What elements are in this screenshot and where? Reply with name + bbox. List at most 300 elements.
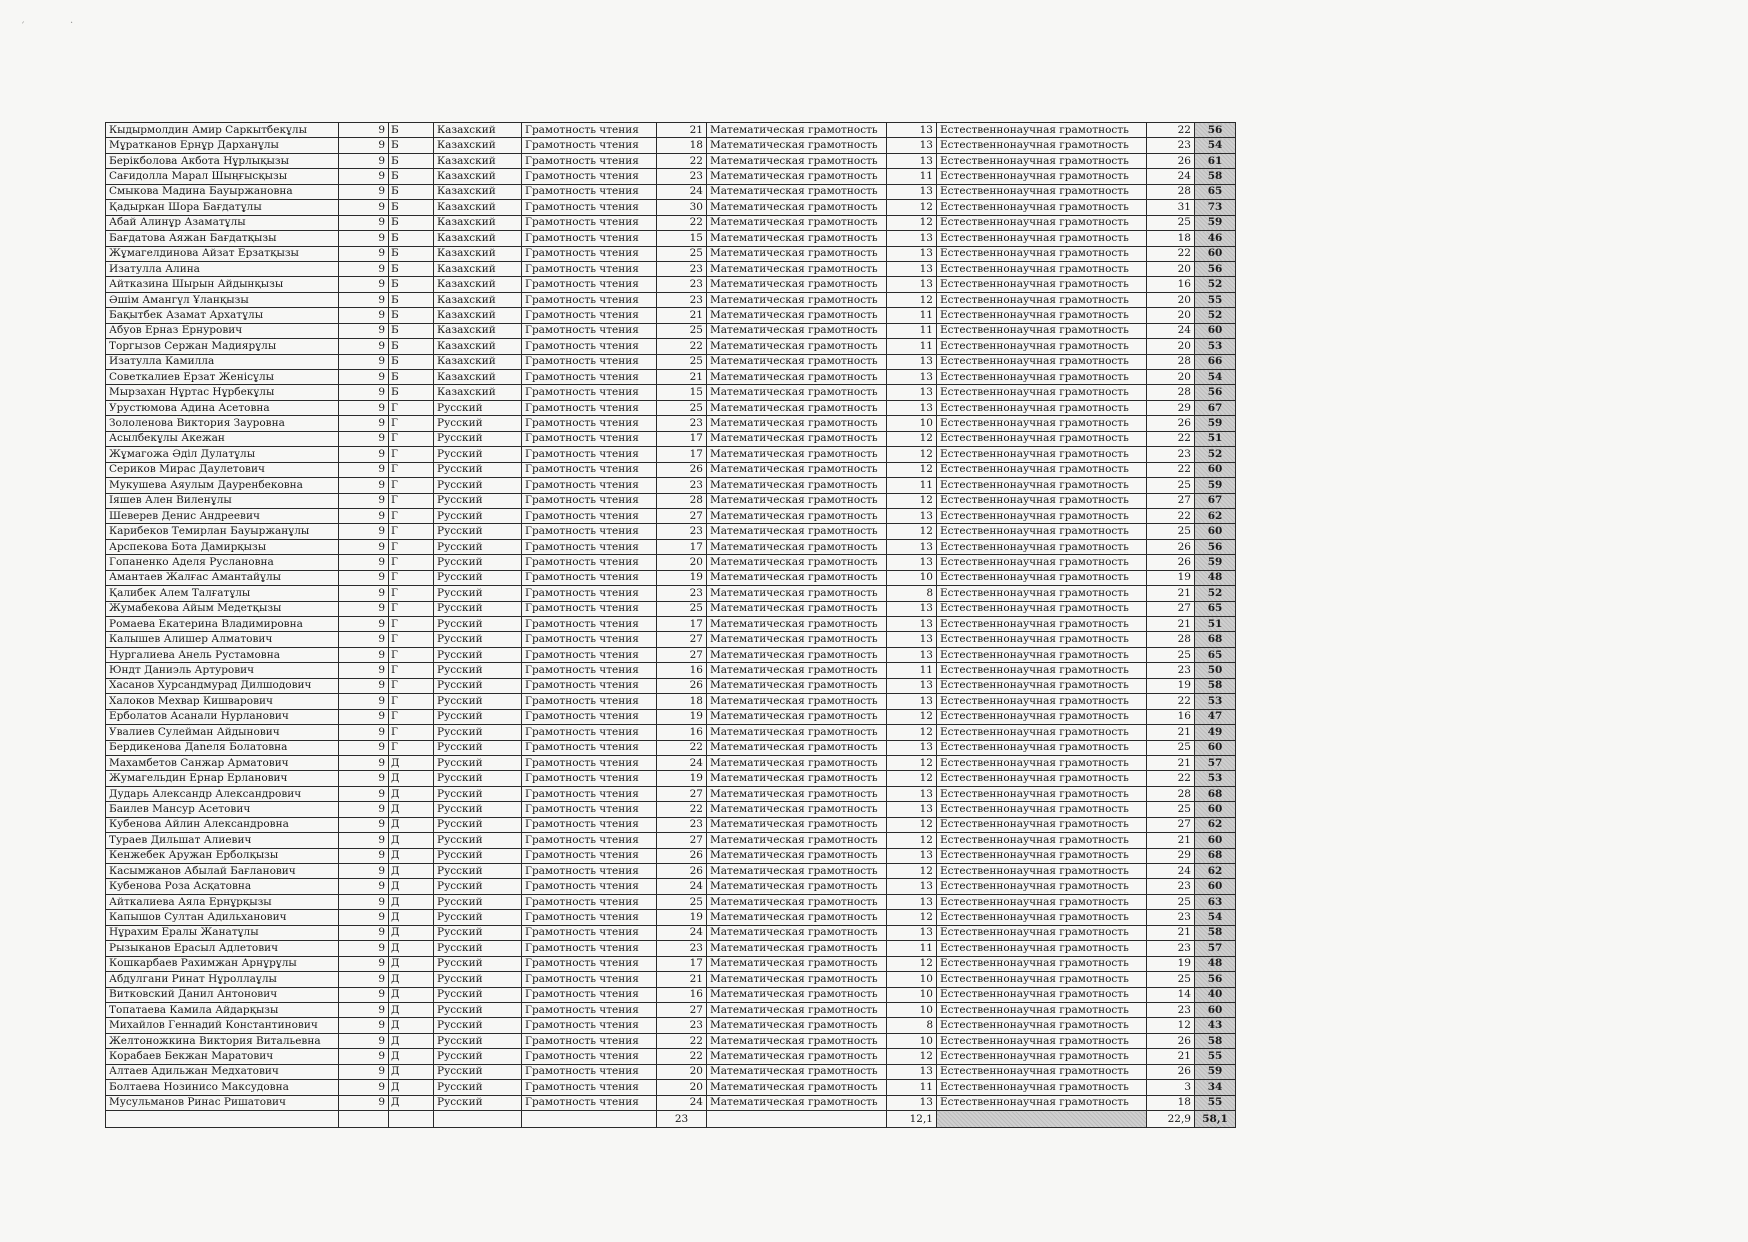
score-math: 12	[887, 864, 937, 879]
table-row	[106, 586, 1236, 601]
subject-math: Математическая грамотность	[707, 339, 887, 354]
score-reading: 25	[657, 400, 707, 415]
student-name: Халоков Мехвар Кишварович	[106, 694, 339, 709]
table-row	[106, 833, 1236, 848]
subject-math: Математическая грамотность	[707, 462, 887, 477]
student-name: Бағдатова Аяжан Бағдатқызы	[106, 231, 339, 246]
language: Русский	[434, 879, 522, 894]
total-score: 59	[1195, 215, 1236, 230]
table-row	[106, 292, 1236, 307]
subject-math: Математическая грамотность	[707, 1064, 887, 1079]
subject-science: Естественнонаучная грамотность	[937, 555, 1147, 570]
subject-science: Естественнонаучная грамотность	[937, 153, 1147, 168]
grade: 9	[339, 277, 389, 292]
subject-science: Естественнонаучная грамотность	[937, 1049, 1147, 1064]
language: Русский	[434, 894, 522, 909]
score-reading: 22	[657, 802, 707, 817]
score-science: 23	[1147, 447, 1195, 462]
total-score: 60	[1195, 524, 1236, 539]
language: Русский	[434, 833, 522, 848]
score-math: 11	[887, 1080, 937, 1095]
language: Русский	[434, 647, 522, 662]
score-math: 12	[887, 1049, 937, 1064]
language: Русский	[434, 972, 522, 987]
grade: 9	[339, 601, 389, 616]
subject-science: Естественнонаучная грамотность	[937, 802, 1147, 817]
language: Казахский	[434, 354, 522, 369]
language: Русский	[434, 617, 522, 632]
student-name: Арспекова Бота Дамирқызы	[106, 539, 339, 554]
grade: 9	[339, 910, 389, 925]
language: Русский	[434, 786, 522, 801]
grade: 9	[339, 153, 389, 168]
score-math: 12	[887, 447, 937, 462]
grade: 9	[339, 246, 389, 261]
score-math: 13	[887, 354, 937, 369]
subject-math: Математическая грамотность	[707, 694, 887, 709]
score-science: 22	[1147, 431, 1195, 446]
student-name: Кубенова Роза Асқатовна	[106, 879, 339, 894]
grade: 9	[339, 1095, 389, 1110]
score-math: 12	[887, 493, 937, 508]
subject-science: Естественнонаучная грамотность	[937, 123, 1147, 138]
class-letter: Д	[389, 956, 434, 971]
table-row	[106, 493, 1236, 508]
language: Русский	[434, 447, 522, 462]
language: Русский	[434, 570, 522, 585]
score-math: 13	[887, 184, 937, 199]
subject-science: Естественнонаучная грамотность	[937, 1002, 1147, 1017]
grade: 9	[339, 354, 389, 369]
table-row	[106, 400, 1236, 415]
score-reading: 21	[657, 308, 707, 323]
score-reading: 25	[657, 894, 707, 909]
subject-science: Естественнонаучная грамотность	[937, 647, 1147, 662]
score-math: 13	[887, 400, 937, 415]
summary-empty	[707, 1111, 887, 1128]
subject-reading: Грамотность чтения	[522, 184, 657, 199]
language: Казахский	[434, 153, 522, 168]
subject-reading: Грамотность чтения	[522, 956, 657, 971]
grade: 9	[339, 802, 389, 817]
total-score: 43	[1195, 1018, 1236, 1033]
subject-reading: Грамотность чтения	[522, 292, 657, 307]
grade: 9	[339, 508, 389, 523]
table-row	[106, 215, 1236, 230]
table-row	[106, 956, 1236, 971]
score-reading: 25	[657, 354, 707, 369]
subject-reading: Грамотность чтения	[522, 1033, 657, 1048]
language: Русский	[434, 709, 522, 724]
subject-reading: Грамотность чтения	[522, 261, 657, 276]
subject-reading: Грамотность чтения	[522, 740, 657, 755]
score-math: 11	[887, 308, 937, 323]
subject-reading: Грамотность чтения	[522, 586, 657, 601]
score-reading: 26	[657, 848, 707, 863]
avg-math: 12,1	[887, 1111, 937, 1128]
score-reading: 27	[657, 647, 707, 662]
subject-math: Математическая грамотность	[707, 246, 887, 261]
class-letter: Д	[389, 879, 434, 894]
subject-math: Математическая грамотность	[707, 725, 887, 740]
total-score: 59	[1195, 416, 1236, 431]
class-letter: Б	[389, 308, 434, 323]
score-math: 13	[887, 601, 937, 616]
score-science: 25	[1147, 478, 1195, 493]
class-letter: Б	[389, 123, 434, 138]
table-row	[106, 601, 1236, 616]
subject-science: Естественнонаучная грамотность	[937, 1080, 1147, 1095]
subject-reading: Грамотность чтения	[522, 354, 657, 369]
table-row	[106, 385, 1236, 400]
subject-reading: Грамотность чтения	[522, 879, 657, 894]
language: Русский	[434, 802, 522, 817]
subject-science: Естественнонаучная грамотность	[937, 370, 1147, 385]
grade: 9	[339, 678, 389, 693]
table-row	[106, 1049, 1236, 1064]
summary-empty	[522, 1111, 657, 1128]
subject-math: Математическая грамотность	[707, 200, 887, 215]
score-science: 22	[1147, 123, 1195, 138]
table-row	[106, 508, 1236, 523]
class-letter: Д	[389, 802, 434, 817]
total-score: 62	[1195, 817, 1236, 832]
score-reading: 24	[657, 879, 707, 894]
total-score: 56	[1195, 385, 1236, 400]
score-reading: 20	[657, 1064, 707, 1079]
student-name: Смыкова Мадина Бауыржановна	[106, 184, 339, 199]
score-math: 10	[887, 570, 937, 585]
table-row	[106, 354, 1236, 369]
score-science: 28	[1147, 385, 1195, 400]
subject-reading: Грамотность чтения	[522, 1080, 657, 1095]
grade: 9	[339, 493, 389, 508]
subject-reading: Грамотность чтения	[522, 817, 657, 832]
table-row	[106, 647, 1236, 662]
subject-science: Естественнонаучная грамотность	[937, 416, 1147, 431]
student-name: Махамбетов Санжар Арматович	[106, 755, 339, 770]
score-science: 28	[1147, 354, 1195, 369]
score-reading: 27	[657, 508, 707, 523]
table-row	[106, 663, 1236, 678]
subject-math: Математическая грамотность	[707, 292, 887, 307]
language: Русский	[434, 740, 522, 755]
subject-reading: Грамотность чтения	[522, 570, 657, 585]
total-score: 53	[1195, 694, 1236, 709]
subject-science: Естественнонаучная грамотность	[937, 894, 1147, 909]
table-row	[106, 1033, 1236, 1048]
score-science: 21	[1147, 725, 1195, 740]
student-name: Хасанов Хурсандмурад Дилшодович	[106, 678, 339, 693]
score-reading: 22	[657, 740, 707, 755]
class-letter: Д	[389, 1002, 434, 1017]
subject-math: Математическая грамотность	[707, 956, 887, 971]
subject-reading: Грамотность чтения	[522, 802, 657, 817]
subject-science: Естественнонаучная грамотность	[937, 910, 1147, 925]
grade: 9	[339, 1049, 389, 1064]
score-math: 10	[887, 1002, 937, 1017]
table-row	[106, 339, 1236, 354]
total-score: 62	[1195, 508, 1236, 523]
subject-math: Математическая грамотность	[707, 354, 887, 369]
score-science: 25	[1147, 647, 1195, 662]
score-science: 26	[1147, 153, 1195, 168]
table-row	[106, 416, 1236, 431]
grade: 9	[339, 1080, 389, 1095]
score-science: 21	[1147, 833, 1195, 848]
grade: 9	[339, 755, 389, 770]
score-reading: 22	[657, 1049, 707, 1064]
total-score: 59	[1195, 478, 1236, 493]
language: Казахский	[434, 138, 522, 153]
language: Казахский	[434, 385, 522, 400]
subject-math: Математическая грамотность	[707, 153, 887, 168]
score-science: 27	[1147, 817, 1195, 832]
class-letter: Б	[389, 339, 434, 354]
class-letter: Б	[389, 385, 434, 400]
student-name: Берікболова Акбота Нұрлықызы	[106, 153, 339, 168]
grade: 9	[339, 231, 389, 246]
score-math: 10	[887, 987, 937, 1002]
subject-math: Математическая грамотность	[707, 1095, 887, 1110]
total-score: 57	[1195, 755, 1236, 770]
subject-reading: Грамотность чтения	[522, 987, 657, 1002]
class-letter: Г	[389, 539, 434, 554]
score-math: 12	[887, 833, 937, 848]
student-name: Ромаева Екатерина Владимировна	[106, 617, 339, 632]
table-row	[106, 555, 1236, 570]
table-row	[106, 941, 1236, 956]
subject-reading: Грамотность чтения	[522, 786, 657, 801]
subject-science: Естественнонаучная грамотность	[937, 663, 1147, 678]
score-science: 31	[1147, 200, 1195, 215]
score-science: 25	[1147, 524, 1195, 539]
score-math: 12	[887, 771, 937, 786]
total-score: 56	[1195, 261, 1236, 276]
subject-science: Естественнонаучная грамотность	[937, 817, 1147, 832]
total-score: 50	[1195, 663, 1236, 678]
table-row	[106, 786, 1236, 801]
score-math: 13	[887, 678, 937, 693]
class-letter: Д	[389, 848, 434, 863]
language: Русский	[434, 987, 522, 1002]
grade: 9	[339, 570, 389, 585]
score-reading: 17	[657, 617, 707, 632]
grade: 9	[339, 184, 389, 199]
subject-reading: Грамотность чтения	[522, 678, 657, 693]
total-score: 55	[1195, 1049, 1236, 1064]
score-math: 12	[887, 462, 937, 477]
subject-math: Математическая грамотность	[707, 925, 887, 940]
score-science: 3	[1147, 1080, 1195, 1095]
subject-reading: Грамотность чтения	[522, 385, 657, 400]
language: Казахский	[434, 370, 522, 385]
score-science: 24	[1147, 169, 1195, 184]
class-letter: Б	[389, 277, 434, 292]
subject-science: Естественнонаучная грамотность	[937, 709, 1147, 724]
score-reading: 24	[657, 1095, 707, 1110]
subject-math: Математическая грамотность	[707, 1033, 887, 1048]
grade: 9	[339, 894, 389, 909]
score-reading: 23	[657, 941, 707, 956]
total-score: 60	[1195, 802, 1236, 817]
table-row	[106, 725, 1236, 740]
grade: 9	[339, 539, 389, 554]
student-name: Калышев Алишер Алматович	[106, 632, 339, 647]
subject-reading: Грамотность чтения	[522, 709, 657, 724]
score-reading: 16	[657, 987, 707, 1002]
subject-science: Естественнонаучная грамотность	[937, 1095, 1147, 1110]
score-reading: 19	[657, 570, 707, 585]
score-reading: 21	[657, 123, 707, 138]
subject-math: Математическая грамотность	[707, 941, 887, 956]
score-math: 12	[887, 431, 937, 446]
subject-science: Естественнонаучная грамотность	[937, 755, 1147, 770]
student-name: Мұратканов Ернұр Дарханұлы	[106, 138, 339, 153]
total-score: 58	[1195, 678, 1236, 693]
student-name: Топатаева Камила Айдарқызы	[106, 1002, 339, 1017]
score-reading: 16	[657, 663, 707, 678]
score-math: 11	[887, 323, 937, 338]
subject-math: Математическая грамотность	[707, 879, 887, 894]
student-name: Касымжанов Абылай Бағланович	[106, 864, 339, 879]
summary-empty	[937, 1111, 1147, 1128]
student-name: Нургалиева Анель Рустамовна	[106, 647, 339, 662]
score-math: 13	[887, 508, 937, 523]
language: Русский	[434, 1033, 522, 1048]
score-reading: 27	[657, 632, 707, 647]
subject-reading: Грамотность чтения	[522, 894, 657, 909]
subject-science: Естественнонаучная грамотность	[937, 323, 1147, 338]
score-science: 18	[1147, 231, 1195, 246]
score-math: 13	[887, 848, 937, 863]
total-score: 60	[1195, 1002, 1236, 1017]
class-letter: Г	[389, 462, 434, 477]
class-letter: Б	[389, 292, 434, 307]
language: Русский	[434, 1080, 522, 1095]
score-math: 12	[887, 817, 937, 832]
total-score: 65	[1195, 184, 1236, 199]
total-score: 60	[1195, 462, 1236, 477]
subject-math: Математическая грамотность	[707, 416, 887, 431]
table-row	[106, 755, 1236, 770]
student-name: Алтаев Адильжан Медхатович	[106, 1064, 339, 1079]
score-math: 13	[887, 539, 937, 554]
language: Русский	[434, 848, 522, 863]
subject-reading: Грамотность чтения	[522, 323, 657, 338]
score-science: 25	[1147, 740, 1195, 755]
student-name: Мукушева Аяулым Дауренбековна	[106, 478, 339, 493]
total-score: 56	[1195, 972, 1236, 987]
total-score: 49	[1195, 725, 1236, 740]
table-row	[106, 617, 1236, 632]
score-science: 21	[1147, 617, 1195, 632]
score-science: 22	[1147, 771, 1195, 786]
language: Русский	[434, 1095, 522, 1110]
class-letter: Д	[389, 894, 434, 909]
score-math: 13	[887, 370, 937, 385]
score-science: 16	[1147, 709, 1195, 724]
student-name: Мырзахан Нұртас Нұрбекұлы	[106, 385, 339, 400]
score-science: 12	[1147, 1018, 1195, 1033]
score-math: 13	[887, 694, 937, 709]
subject-science: Естественнонаучная грамотность	[937, 786, 1147, 801]
grade: 9	[339, 987, 389, 1002]
score-math: 12	[887, 292, 937, 307]
total-score: 65	[1195, 647, 1236, 662]
class-letter: Д	[389, 1049, 434, 1064]
table-row	[106, 153, 1236, 168]
subject-science: Естественнонаучная грамотность	[937, 385, 1147, 400]
subject-reading: Грамотность чтения	[522, 508, 657, 523]
subject-math: Математическая грамотность	[707, 586, 887, 601]
score-science: 27	[1147, 601, 1195, 616]
class-letter: Б	[389, 215, 434, 230]
subject-math: Математическая грамотность	[707, 231, 887, 246]
total-score: 67	[1195, 400, 1236, 415]
score-math: 12	[887, 725, 937, 740]
grade: 9	[339, 215, 389, 230]
class-letter: Д	[389, 864, 434, 879]
subject-reading: Грамотность чтения	[522, 725, 657, 740]
total-score: 53	[1195, 339, 1236, 354]
subject-science: Естественнонаучная грамотность	[937, 1033, 1147, 1048]
student-name: Жұмагелдинова Айзат Ерзатқызы	[106, 246, 339, 261]
table-row	[106, 524, 1236, 539]
student-name: Асылбекұлы Акежан	[106, 431, 339, 446]
grade: 9	[339, 694, 389, 709]
subject-math: Математическая грамотность	[707, 632, 887, 647]
table-row	[106, 261, 1236, 276]
grade: 9	[339, 370, 389, 385]
subject-science: Естественнонаучная грамотность	[937, 138, 1147, 153]
score-math: 8	[887, 586, 937, 601]
subject-math: Математическая грамотность	[707, 431, 887, 446]
subject-math: Математическая грамотность	[707, 123, 887, 138]
score-reading: 25	[657, 601, 707, 616]
score-science: 26	[1147, 555, 1195, 570]
grade: 9	[339, 524, 389, 539]
language: Русский	[434, 539, 522, 554]
grade: 9	[339, 385, 389, 400]
subject-math: Математическая грамотность	[707, 864, 887, 879]
score-math: 13	[887, 277, 937, 292]
subject-math: Математическая грамотность	[707, 786, 887, 801]
table-row	[106, 138, 1236, 153]
grade: 9	[339, 848, 389, 863]
score-math: 12	[887, 524, 937, 539]
class-letter: Г	[389, 663, 434, 678]
subject-science: Естественнонаучная грамотность	[937, 400, 1147, 415]
score-science: 21	[1147, 755, 1195, 770]
score-reading: 17	[657, 956, 707, 971]
class-letter: Г	[389, 725, 434, 740]
table-row	[106, 987, 1236, 1002]
grade: 9	[339, 709, 389, 724]
class-letter: Б	[389, 153, 434, 168]
language: Русский	[434, 632, 522, 647]
language: Русский	[434, 910, 522, 925]
subject-science: Естественнонаучная грамотность	[937, 215, 1147, 230]
subject-science: Естественнонаучная грамотность	[937, 354, 1147, 369]
subject-math: Математическая грамотность	[707, 987, 887, 1002]
class-letter: Г	[389, 694, 434, 709]
subject-math: Математическая грамотность	[707, 478, 887, 493]
class-letter: Д	[389, 1033, 434, 1048]
score-reading: 18	[657, 138, 707, 153]
language: Казахский	[434, 169, 522, 184]
score-science: 21	[1147, 925, 1195, 940]
